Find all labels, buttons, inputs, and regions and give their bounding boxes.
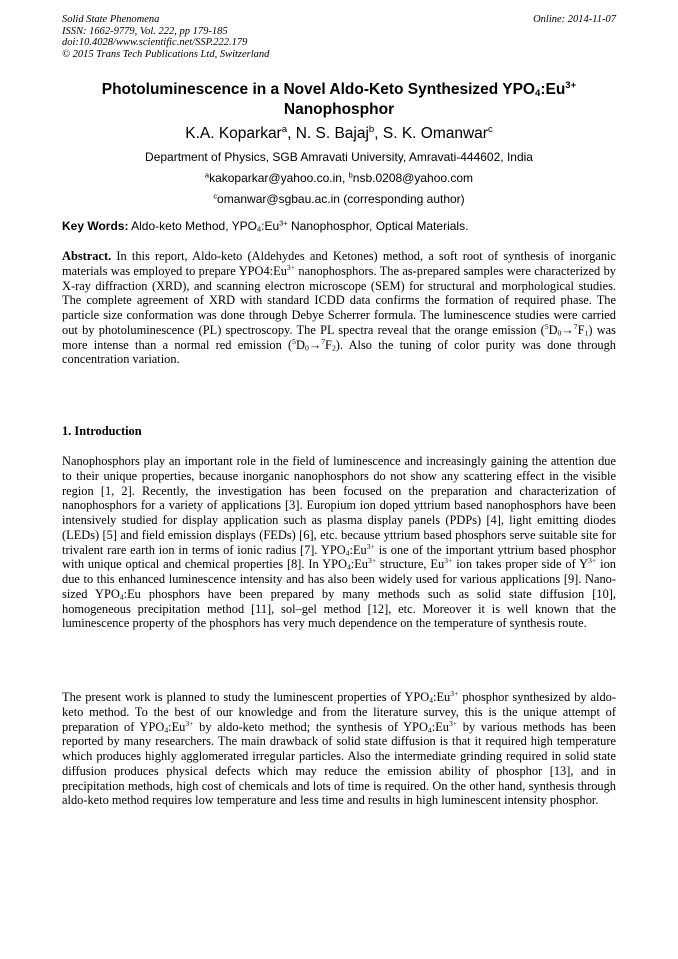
body-subscript: 4 [429,695,434,705]
body-text: :Eu [433,690,451,704]
body-superscript: 3+ [185,718,194,728]
body-text: :Eu [350,557,368,572]
body-superscript: 3+ [450,689,459,699]
body-text: ion takes proper side of Y [452,557,589,572]
paper-title [62,80,616,120]
body-superscript: 3+ [366,541,375,551]
intro-paragraph-1 [62,454,616,631]
email-address: kakoparkar@yahoo.co.in, [209,171,349,185]
abstract-superscript: 5 [544,321,549,331]
body-text: phosphor synthesized by aldo-keto method. To the best of our knowledge and from the literature survey, this is the unique attempt of preparation of YPO [62,690,616,734]
body-subscript: 4 [119,592,124,602]
abstract-text: D [296,337,305,352]
abstract-text: nanophosphors. The as-prepared samples were characterized by X-ray diffraction (XRD), and scanning electron microscope (SEM) for structural and morphological studies. The complete agreement of XRD with standard ICDD data confirms the formation of required phase. The particle size conformation was done through Debye Scherrer formula. The luminescence studies were carried out by photoluminescence (PL) spectroscopy. The PL spectra reveal that the orange emission ( [62,263,616,337]
abstract-superscript: 5 [292,336,297,346]
abstract-subscript: 0 [304,343,309,353]
abstract-text: → [308,337,322,352]
keywords-superscript: 3+ [279,218,288,228]
body-text: Nanophosphors play an important role in the field of luminescence and increasingly gaining the attention due to their unique properties, because inorganic nanophosphors do not show any scattering effect in the visible region [1, 2]. Recently, the investigation has been focused on the preparation and characterization of nanophosphors for a variety of applications [3]. Europium ion doped yttrium based nanophosphors have been intensively studied for display application such as plasma display panels (PDPs) [4], light emitting diodes (LEDs) [5] and field emission displays (FEDs) [6], etc. because yttrium based phosphors serve suitable site for trivalent rare earth ion in terms of ionic radius [7]. YPO [62,454,616,557]
keywords-label: Key Words: [62,219,129,233]
body-text: The present work is planned to study the luminescent properties of YPO [62,690,430,704]
affiliation-marker: c [487,124,493,136]
affiliation-marker: a [204,170,210,180]
abstract-text: ) was more intense than a normal red emission ( [62,322,616,352]
abstract-text: In this report, Aldo-keto (Aldehydes and Ketones) method, a soft root of synthesis of inorganic materials was employed to prepare YPO4:Eu [62,249,616,278]
body-subscript: 4 [427,725,432,735]
keywords-text: :Eu [261,219,280,233]
copyright-line: © 2015 Trans Tech Publications Ltd, Switzerland [62,48,270,60]
title-text: Photoluminescence in a Novel Aldo-Keto Synthesized YPO [101,81,535,98]
abstract-text: D [548,322,558,337]
body-text: structure, Eu [376,557,445,572]
affiliation-marker: b [348,170,353,180]
body-text: by aldo-keto method; the synthesis of YPO [193,719,428,734]
affiliation-corresponding [62,192,616,207]
abstract-subscript: 0 [557,328,562,338]
abstract-text: → [561,322,574,337]
issn-line: ISSN: 1662-9779, Vol. 222, pp 179-185 [62,25,228,37]
keywords [62,219,616,234]
title-superscript: 3+ [565,80,577,92]
body-subscript: 4 [345,548,350,558]
journal-name: Solid State Phenomena [62,14,160,25]
body-superscript: 3+ [588,556,597,566]
affiliation-emails [62,171,616,186]
email-address: omanwar@sgbau.ac.in (corresponding author) [217,192,465,206]
intro-paragraph-2 [62,690,616,808]
body-text: ion due to this enhanced luminescence intensity and has also been widely used for various applications [9]. Nano-sized YPO [62,557,616,601]
abstract-superscript: 7 [321,336,326,346]
body-text: :Eu [431,719,449,734]
abstract-text: F [577,322,585,337]
abstract-superscript: 3+ [286,262,296,272]
body-text: :Eu [349,542,367,557]
author-name: , S. K. Omanwar [374,125,488,142]
body-subscript: 4 [164,725,169,735]
body-superscript: 3+ [448,718,458,728]
body-text: is one of the important yttrium based phosphor with unique optical and chemical properties [8]. In YPO [62,542,617,572]
doi-line: doi:10.4028/www.scientific.net/SSP.222.179 [62,37,248,48]
body-superscript: 3+ [444,556,453,566]
body-text: :Eu phosphors have been prepared by many methods such as solid state diffusion [10], homogeneous precipitation method [11], sol–gel method [12], etc. Moreover it is well known that the luminescence property of the phosphors has very much dependence on the temperature of synthesis route. [62,586,616,631]
affiliation-marker: a [281,124,288,136]
body-text: :Eu [168,719,186,734]
affiliation-marker: c [213,191,218,201]
title-text: Nanophosphor [283,101,395,118]
body-superscript: 3+ [368,556,377,566]
keywords-text: Aldo-keto Method, YPO [128,219,257,233]
abstract-superscript: 7 [573,321,578,331]
abstract-paragraph [62,249,616,367]
abstract-label: Abstract. [62,249,112,263]
title-text: :Eu [540,81,566,98]
section-heading-introduction: 1. Introduction [62,424,142,438]
affiliation-marker: b [368,124,375,136]
affiliation-department: Department of Physics, SGB Amravati University, Amravati-444602, India [145,150,533,164]
abstract-text: ). Also the tuning of color purity was done through concentration variation. [62,337,616,367]
abstract-text: F [325,337,332,352]
keywords-text: Nanophosphor, Optical Materials. [287,219,469,233]
abstract-subscript: 2 [331,343,336,353]
keywords-subscript: 4 [257,224,262,234]
author-name: , N. S. Bajaj [287,125,369,142]
author-list [62,124,616,144]
journal-header [62,14,269,60]
email-address: nsb.0208@yahoo.com [352,171,474,185]
body-text: by various methods has been reported by many researchers. The main drawback of solid state diffusion is that it required high temperature which produces highly agglomerated irregular particles. Also the intermediate grinding required in solid state diffusion produces physical defects which may reduce the emission ability of phosphor [13], and in precipitation methods, high cost of chemicals and lots of time is required. On the other hand, synthesis through aldo-keto method requires low temperature and less time and results in high luminescent intensity phosphor. [62,719,617,808]
abstract-subscript: 1 [584,328,589,338]
online-date: Online: 2014-11-07 [533,14,616,25]
title-subscript: 4 [534,87,541,99]
author-name: K.A. Koparkar [185,125,282,142]
body-subscript: 4 [346,562,351,572]
